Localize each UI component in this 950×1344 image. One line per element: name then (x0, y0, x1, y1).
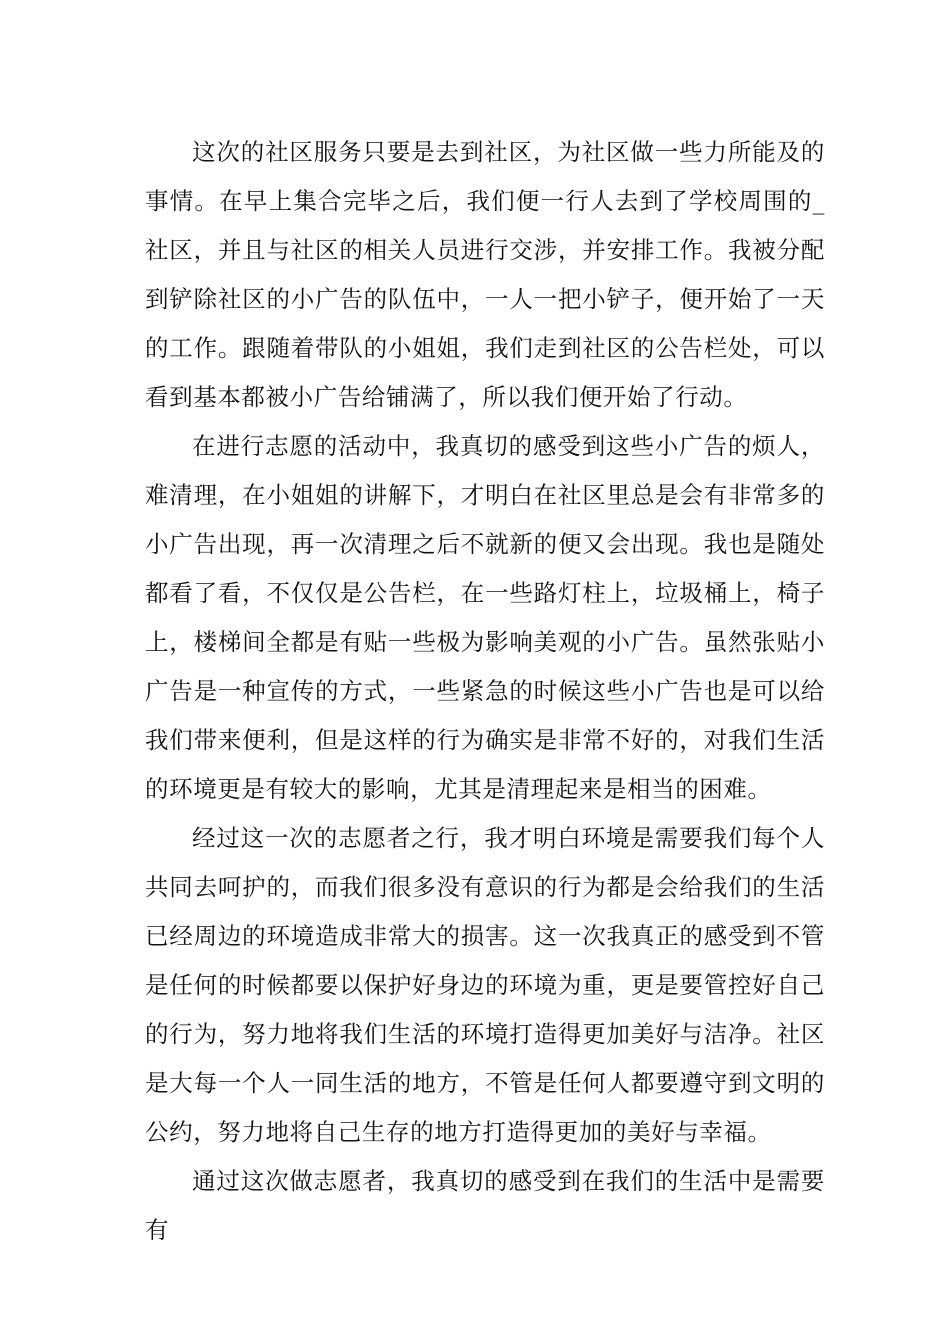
paragraph-4: 通过这次做志愿者，我真切的感受到在我们的生活中是需要有 (145, 1167, 825, 1244)
paragraph-3: 经过这一次的志愿者之行，我才明白环境是需要我们每个人共同去呵护的，而我们很多没有意识的行为都是会给我们的生活已经周边的环境造成非常大的损害。这一次我真正的感受到不管是任何的时候都要以保护好身边的环境为重，更是要管控好自己的行为，努力地将我们生活的环境打造得更加美好与洁净。社区是大每一个人一同生活的地方，不管是任何人都要遵守到文明的公约，努力地将自己生存的地方打造得更加的美好与幸福。 (145, 824, 825, 1146)
document-body (145, 128, 825, 1255)
paragraph-2: 在进行志愿的活动中，我真切的感受到这些小广告的烦人，难清理，在小姐姐的讲解下，才明白在社区里总是会有非常多的小广告出现，再一次清理之后不就新的便又会出现。我也是随处都看了看，不仅仅是公告栏，在一些路灯柱上，垃圾桶上，椅子上，楼梯间全都是有贴一些极为影响美观的小广告。虽然张贴小广告是一种宣传的方式，一些紧急的时候这些小广告也是可以给我们带来便利，但是这样的行为确实是非常不好的，对我们生活的环境更是有较大的影响，尤其是清理起来是相当的困难。 (145, 432, 825, 803)
paragraph-1: 这次的社区服务只要是去到社区，为社区做一些力所能及的事情。在早上集合完毕之后，我们便一行人去到了学校周围的_社区，并且与社区的相关人员进行交涉，并安排工作。我被分配到铲除社区的小广告的队伍中，一人一把小铲子，便开始了一天的工作。跟随着带队的小姐姐，我们走到社区的公告栏处，可以看到基本都被小广告给铺满了，所以我们便开始了行动。 (145, 138, 825, 411)
